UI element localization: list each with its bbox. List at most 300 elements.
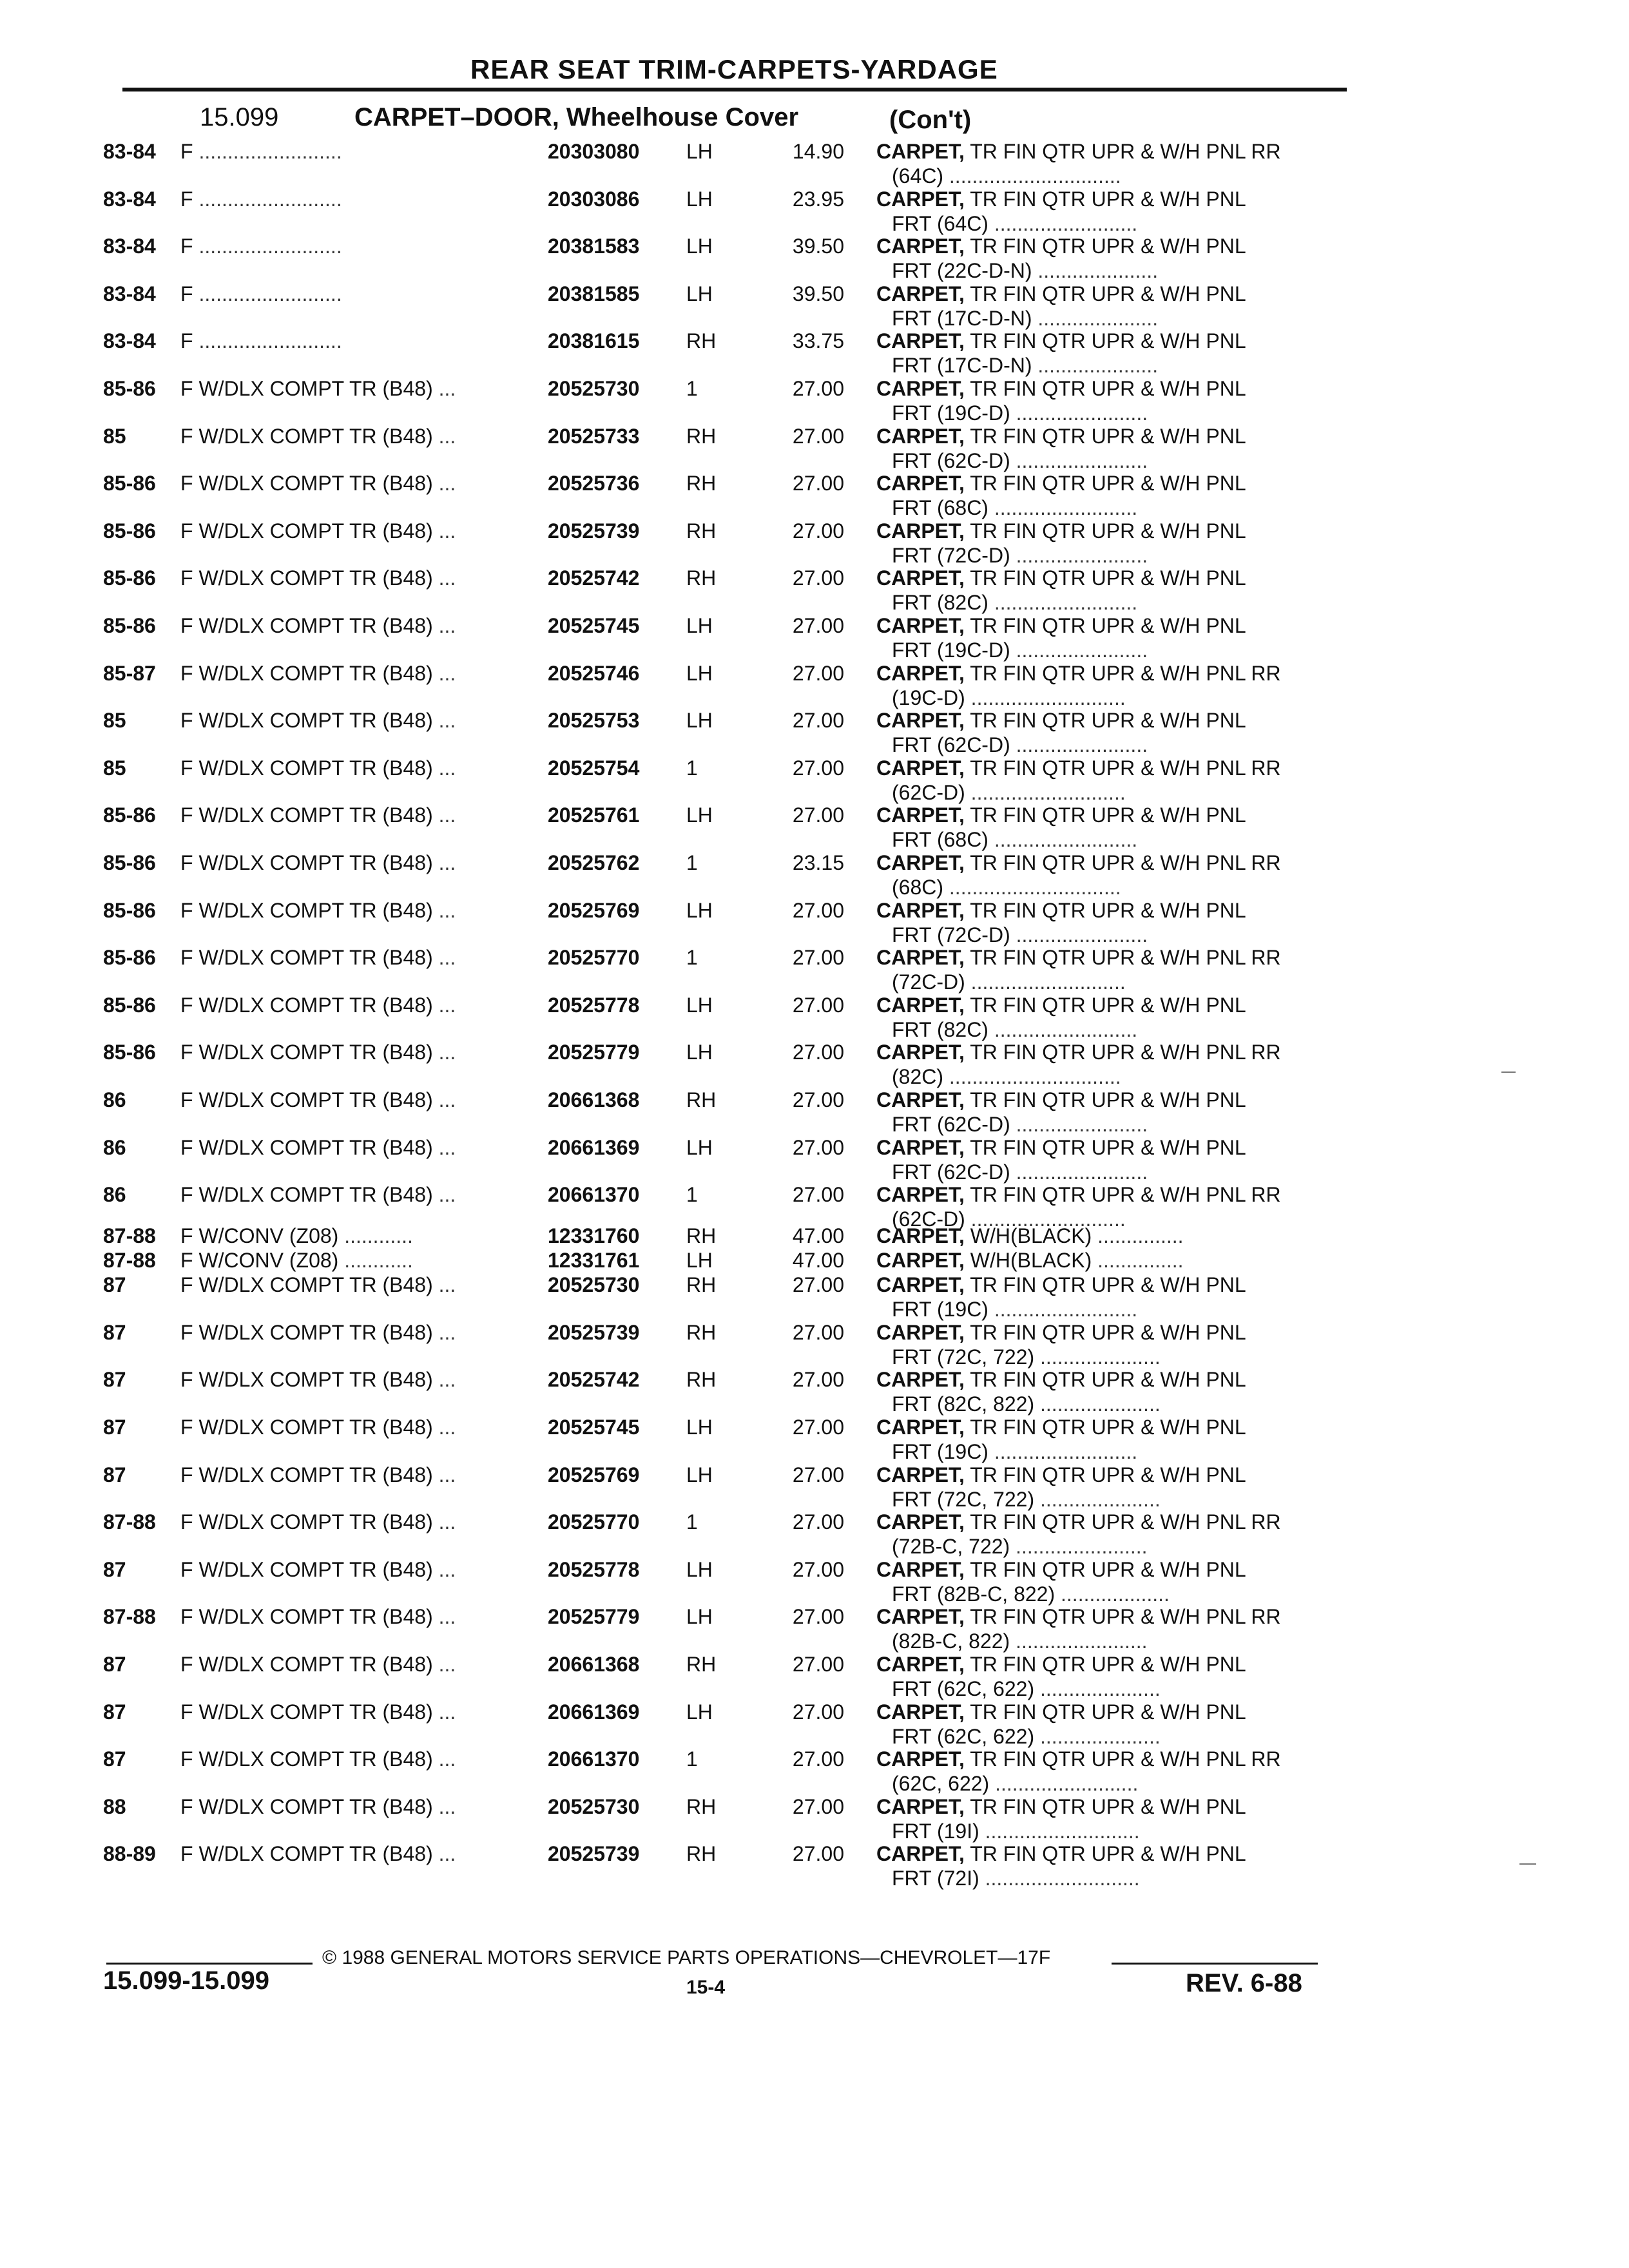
- description-detail: TR FIN QTR UPR & W/H PNL: [964, 1273, 1246, 1297]
- description-code: FRT (62C-D): [892, 448, 1010, 472]
- price: 27.00: [792, 472, 844, 495]
- table-row: [103, 1040, 1360, 1089]
- table-row: [103, 1604, 1360, 1653]
- section-name: CARPET–DOOR, Wheelhouse Cover: [354, 103, 799, 131]
- model-years: 83-84: [103, 235, 156, 258]
- application-text: F W/DLX COMPT TR (B48): [180, 377, 433, 400]
- description-line-1: [876, 1557, 1340, 1582]
- price: 27.00: [792, 1135, 844, 1159]
- application-text: F W/DLX COMPT TR (B48): [180, 661, 433, 685]
- description-keyword: CARPET,: [876, 566, 965, 590]
- application: [180, 329, 483, 353]
- price: 27.00: [792, 898, 844, 922]
- leader-dots: ...: [438, 1747, 456, 1771]
- price: 27.00: [792, 614, 844, 637]
- description-line-1: [876, 1415, 1340, 1439]
- leader-dots: ...: [438, 566, 456, 590]
- application: [180, 1700, 483, 1724]
- description-keyword: CARPET,: [876, 1700, 965, 1724]
- model-years: 87: [103, 1463, 126, 1486]
- leader-dots: ...: [438, 661, 456, 685]
- application-text: F W/DLX COMPT TR (B48): [180, 803, 433, 827]
- description-keyword: CARPET,: [876, 1368, 965, 1392]
- description-keyword: CARPET,: [876, 946, 965, 970]
- description: [876, 187, 1340, 236]
- description-line-2: [876, 1724, 1340, 1749]
- table-row: [103, 756, 1360, 804]
- part-number: 20525730: [548, 1273, 640, 1297]
- leader-dots: ...: [438, 851, 456, 874]
- description-keyword: CARPET,: [876, 187, 965, 211]
- leader-dots: .........................: [994, 496, 1138, 520]
- table-row: [103, 234, 1360, 283]
- description: [876, 1320, 1340, 1369]
- application: [180, 566, 483, 590]
- side-code: LH: [686, 1416, 713, 1439]
- model-years: 87: [103, 1273, 126, 1297]
- leader-dots: ...: [438, 1088, 456, 1111]
- price: 27.00: [792, 519, 844, 543]
- description-code: FRT (82B-C, 822): [892, 1582, 1055, 1606]
- application: [180, 424, 483, 448]
- description-keyword: CARPET,: [876, 1557, 965, 1581]
- copyright-line: © 1988 GENERAL MOTORS SERVICE PARTS OPERATIONS—CHEVROLET—17F: [322, 1947, 1051, 1968]
- price: 27.00: [792, 1794, 844, 1818]
- application-text: F W/DLX COMPT TR (B48): [180, 851, 433, 874]
- application: [180, 376, 483, 401]
- description-line-2: [876, 306, 1340, 331]
- table-row: [103, 945, 1360, 994]
- side-code: LH: [686, 140, 713, 163]
- description-line-1: [876, 282, 1340, 306]
- table-row: [103, 1415, 1360, 1463]
- application-text: F W/DLX COMPT TR (B48): [180, 1320, 433, 1344]
- description: [876, 234, 1340, 283]
- description-line-2: [876, 1629, 1340, 1653]
- description-detail: TR FIN QTR UPR & W/H PNL: [964, 1653, 1246, 1676]
- model-years: 85-86: [103, 898, 156, 922]
- description-code: FRT (19C-D): [892, 401, 1010, 425]
- side-code: LH: [686, 1557, 713, 1581]
- description: [876, 471, 1340, 520]
- description-detail: TR FIN QTR UPR & W/H PNL RR: [964, 661, 1281, 685]
- side-code: RH: [686, 1794, 717, 1818]
- application: [180, 1652, 483, 1677]
- side-code: RH: [686, 424, 717, 448]
- table-row: [103, 1320, 1360, 1369]
- description-line-2: [876, 1345, 1340, 1369]
- application: [180, 756, 483, 780]
- application: [180, 1415, 483, 1439]
- description-line-2: [876, 1771, 1340, 1796]
- price: 39.50: [792, 282, 844, 305]
- description-code: FRT (72C-D): [892, 923, 1010, 947]
- section-continued: (Con't): [889, 106, 972, 134]
- leader-dots: .........................: [994, 211, 1138, 235]
- description-keyword: CARPET,: [876, 709, 965, 733]
- description-line-2: [876, 211, 1340, 236]
- price: 27.00: [792, 377, 844, 400]
- description-detail: TR FIN QTR UPR & W/H PNL: [964, 187, 1246, 211]
- table-row: [103, 1841, 1360, 1890]
- description: [876, 1604, 1340, 1653]
- description: [876, 993, 1340, 1042]
- description-keyword: CARPET,: [876, 1320, 965, 1344]
- leader-dots: ...: [438, 424, 456, 448]
- description-code: (19C-D): [892, 686, 965, 709]
- description: [876, 850, 1340, 899]
- description-line-2: [876, 1819, 1340, 1843]
- model-years: 87: [103, 1368, 126, 1392]
- description-line-1: [876, 1248, 1340, 1273]
- section-number: 15.099: [200, 103, 279, 131]
- description-code: FRT (19C-D): [892, 639, 1010, 662]
- description-keyword: CARPET,: [876, 1510, 965, 1534]
- table-row: [103, 661, 1360, 709]
- side-code: LH: [686, 1605, 713, 1629]
- application-text: F: [180, 140, 193, 163]
- description-line-2: [876, 590, 1340, 615]
- application: [180, 282, 483, 306]
- part-number: 20381585: [548, 282, 640, 305]
- description-line-2: [876, 733, 1340, 757]
- description-detail: TR FIN QTR UPR & W/H PNL: [964, 566, 1246, 590]
- description-line-1: [876, 898, 1340, 923]
- description-line-2: [876, 1866, 1340, 1890]
- part-number: 20661369: [548, 1135, 640, 1159]
- leader-dots: ...: [438, 993, 456, 1017]
- price: 27.00: [792, 661, 844, 685]
- leader-dots: ...........................: [970, 780, 1126, 804]
- leader-dots: .....................: [1040, 1677, 1161, 1700]
- description-keyword: CARPET,: [876, 993, 965, 1017]
- leader-dots: .......................: [1016, 1535, 1148, 1559]
- leader-dots: ...........................: [970, 1207, 1126, 1231]
- part-number: 20525762: [548, 851, 640, 874]
- description-code: FRT (64C): [892, 211, 988, 235]
- description: [876, 1747, 1340, 1796]
- description-detail: TR FIN QTR UPR & W/H PNL: [964, 1794, 1246, 1818]
- description-code: FRT (72I): [892, 1867, 979, 1890]
- description-detail: TR FIN QTR UPR & W/H PNL RR: [964, 1041, 1281, 1064]
- description-keyword: CARPET,: [876, 519, 965, 543]
- leader-dots: .......................: [1016, 1160, 1148, 1184]
- description-keyword: CARPET,: [876, 1273, 965, 1297]
- application: [180, 1604, 483, 1629]
- part-number: 20525742: [548, 566, 640, 590]
- description-line-1: [876, 613, 1340, 638]
- part-number: 20525742: [548, 1368, 640, 1392]
- leader-dots: ...: [438, 1557, 456, 1581]
- side-code: LH: [686, 1249, 713, 1273]
- description-code: FRT (62C-D): [892, 733, 1010, 757]
- leader-dots: .........................: [198, 235, 342, 258]
- description: [876, 282, 1340, 331]
- leader-dots: ...: [438, 898, 456, 922]
- leader-dots: ...: [438, 1700, 456, 1724]
- table-row: [103, 1700, 1360, 1748]
- leader-dots: ...: [438, 1183, 456, 1207]
- leader-dots: ...: [438, 1320, 456, 1344]
- description-line-2: [876, 780, 1340, 805]
- description-detail: TR FIN QTR UPR & W/H PNL: [964, 1320, 1246, 1344]
- application: [180, 1135, 483, 1160]
- description: [876, 1367, 1340, 1416]
- description-keyword: CARPET,: [876, 1653, 965, 1676]
- application: [180, 1841, 483, 1866]
- description-code: FRT (68C): [892, 496, 988, 520]
- description: [876, 1040, 1340, 1089]
- model-years: 85-87: [103, 661, 156, 685]
- description: [876, 1273, 1340, 1321]
- description-line-1: [876, 1320, 1340, 1345]
- side-code: RH: [686, 329, 717, 353]
- leader-dots: .......................: [1016, 733, 1148, 757]
- description-code: (68C): [892, 876, 944, 899]
- page-title: REAR SEAT TRIM-CARPETS-YARDAGE: [470, 54, 998, 84]
- description-line-1: [876, 1367, 1340, 1392]
- model-years: 83-84: [103, 329, 156, 353]
- description-line-2: [876, 495, 1340, 520]
- part-number: 20303086: [548, 187, 640, 211]
- description-detail: TR FIN QTR UPR & W/H PNL: [964, 898, 1246, 922]
- application: [180, 850, 483, 875]
- application-text: F W/DLX COMPT TR (B48): [180, 756, 433, 780]
- description-line-1: [876, 993, 1340, 1017]
- description: [876, 1510, 1340, 1559]
- margin-mark: [1519, 1863, 1536, 1865]
- leader-dots: .......................: [1016, 923, 1148, 947]
- leader-dots: .......................: [1016, 543, 1148, 567]
- description-line-1: [876, 1088, 1340, 1112]
- description-code: FRT (72C-D): [892, 543, 1010, 567]
- application-text: F W/DLX COMPT TR (B48): [180, 1463, 433, 1486]
- side-code: LH: [686, 614, 713, 637]
- description-line-1: [876, 1747, 1340, 1771]
- description-keyword: CARPET,: [876, 1224, 965, 1248]
- application-text: F W/DLX COMPT TR (B48): [180, 709, 433, 733]
- description-detail: TR FIN QTR UPR & W/H PNL: [964, 709, 1246, 733]
- description-code: FRT (82C, 822): [892, 1392, 1035, 1416]
- description-line-2: [876, 448, 1340, 473]
- price: 33.75: [792, 329, 844, 353]
- footer-rule-left: [106, 1963, 313, 1965]
- price: 27.00: [792, 1557, 844, 1581]
- price: 27.00: [792, 1842, 844, 1866]
- leader-dots: ...: [438, 946, 456, 970]
- price: 27.00: [792, 1653, 844, 1676]
- part-number: 12331761: [548, 1249, 640, 1273]
- description-code: (72B-C, 722): [892, 1535, 1010, 1559]
- description-line-1: [876, 424, 1340, 448]
- description-line-2: [876, 875, 1340, 899]
- leader-dots: .....................: [1037, 259, 1159, 283]
- leader-dots: .....................: [1040, 1392, 1161, 1416]
- table-row: [103, 566, 1360, 615]
- application-text: F W/DLX COMPT TR (B48): [180, 1273, 433, 1297]
- leader-dots: .....................: [1037, 306, 1159, 330]
- description-line-1: [876, 376, 1340, 401]
- description-line-1: [876, 566, 1340, 590]
- description-line-2: [876, 401, 1340, 425]
- leader-dots: ...........................: [985, 1819, 1140, 1843]
- side-code: RH: [686, 1088, 717, 1111]
- description-keyword: CARPET,: [876, 803, 965, 827]
- description-detail: TR FIN QTR UPR & W/H PNL: [964, 424, 1246, 448]
- description: [876, 1135, 1340, 1184]
- description-line-2: [876, 638, 1340, 662]
- price: 47.00: [792, 1224, 844, 1248]
- description-line-1: [876, 661, 1340, 686]
- part-number: 20525746: [548, 661, 640, 685]
- description-code: FRT (62C, 622): [892, 1724, 1035, 1748]
- part-number: 20525745: [548, 614, 640, 637]
- leader-dots: ...........................: [970, 686, 1126, 709]
- description-code: FRT (19I): [892, 1819, 979, 1843]
- application-text: F W/DLX COMPT TR (B48): [180, 1747, 433, 1771]
- description-keyword: CARPET,: [876, 1794, 965, 1818]
- description-detail: TR FIN QTR UPR & W/H PNL: [964, 1700, 1246, 1724]
- description-line-2: [876, 1297, 1340, 1321]
- part-number: 20661370: [548, 1747, 640, 1771]
- leader-dots: ...: [438, 1605, 456, 1629]
- part-number: 20381583: [548, 235, 640, 258]
- side-code: RH: [686, 1368, 717, 1392]
- application-text: F W/DLX COMPT TR (B48): [180, 614, 433, 637]
- description-detail: TR FIN QTR UPR & W/H PNL: [964, 1557, 1246, 1581]
- revision-label: REV. 6-88: [1186, 1969, 1302, 1997]
- application-text: F W/DLX COMPT TR (B48): [180, 1183, 433, 1207]
- description-line-1: [876, 139, 1340, 164]
- application: [180, 661, 483, 686]
- side-code: LH: [686, 993, 713, 1017]
- price: 27.00: [792, 1463, 844, 1486]
- application: [180, 1320, 483, 1345]
- price: 27.00: [792, 1041, 844, 1064]
- table-row: [103, 1367, 1360, 1416]
- side-code: 1: [686, 1747, 698, 1771]
- description-line-1: [876, 1463, 1340, 1487]
- footer-rule-right: [1112, 1963, 1318, 1965]
- model-years: 87: [103, 1557, 126, 1581]
- description-keyword: CARPET,: [876, 140, 965, 163]
- leader-dots: .........................: [994, 1298, 1138, 1321]
- model-years: 86: [103, 1183, 126, 1207]
- price: 23.15: [792, 851, 844, 874]
- model-years: 83-84: [103, 187, 156, 211]
- part-number: 20525754: [548, 756, 640, 780]
- leader-dots: .........................: [198, 140, 342, 163]
- description-line-2: [876, 827, 1340, 852]
- description-keyword: CARPET,: [876, 1416, 965, 1439]
- side-code: 1: [686, 377, 698, 400]
- description-line-1: [876, 1510, 1340, 1534]
- description-code: FRT (62C, 622): [892, 1677, 1035, 1700]
- application-text: F W/DLX COMPT TR (B48): [180, 1135, 433, 1159]
- description: [876, 756, 1340, 805]
- leader-dots: ...: [438, 1510, 456, 1534]
- leader-dots: ...........................: [970, 970, 1126, 994]
- table-row: [103, 329, 1360, 378]
- reference-range: 15.099-15.099: [103, 1966, 270, 1995]
- side-code: LH: [686, 1463, 713, 1486]
- table-row: [103, 1747, 1360, 1796]
- description-code: (62C-D): [892, 780, 965, 804]
- model-years: 87-88: [103, 1605, 156, 1629]
- description-line-2: [876, 1064, 1340, 1089]
- description-line-1: [876, 471, 1340, 495]
- part-number: 20525778: [548, 993, 640, 1017]
- application-text: F W/CONV (Z08): [180, 1249, 339, 1273]
- side-code: RH: [686, 1653, 717, 1676]
- application: [180, 1248, 483, 1273]
- description-detail: W/H(BLACK): [964, 1249, 1092, 1273]
- description-detail: TR FIN QTR UPR & W/H PNL: [964, 1088, 1246, 1111]
- table-row: [103, 1273, 1360, 1321]
- description-line-1: [876, 708, 1340, 733]
- application-text: F W/DLX COMPT TR (B48): [180, 898, 433, 922]
- application: [180, 898, 483, 923]
- leader-dots: ...: [438, 709, 456, 733]
- application: [180, 1367, 483, 1392]
- leader-dots: .........................: [994, 1017, 1138, 1041]
- description-code: (62C, 622): [892, 1772, 990, 1796]
- leader-dots: .........................: [995, 1772, 1139, 1796]
- description-detail: TR FIN QTR UPR & W/H PNL: [964, 1416, 1246, 1439]
- description-line-2: [876, 923, 1340, 947]
- model-years: 87: [103, 1653, 126, 1676]
- description-keyword: CARPET,: [876, 1183, 965, 1207]
- price: 27.00: [792, 424, 844, 448]
- model-years: 85-86: [103, 993, 156, 1017]
- description: [876, 1463, 1340, 1512]
- side-code: 1: [686, 851, 698, 874]
- application-text: F W/DLX COMPT TR (B48): [180, 1510, 433, 1534]
- description: [876, 661, 1340, 710]
- part-number: 20525761: [548, 803, 640, 827]
- leader-dots: .......................: [1016, 448, 1148, 472]
- description-detail: TR FIN QTR UPR & W/H PNL: [964, 282, 1246, 305]
- part-number: 20525779: [548, 1041, 640, 1064]
- model-years: 87: [103, 1416, 126, 1439]
- description-keyword: CARPET,: [876, 614, 965, 637]
- application-text: F W/DLX COMPT TR (B48): [180, 1041, 433, 1064]
- model-years: 85: [103, 709, 126, 733]
- description-detail: TR FIN QTR UPR & W/H PNL: [964, 1135, 1246, 1159]
- application: [180, 1273, 483, 1297]
- model-years: 87-88: [103, 1249, 156, 1273]
- part-number: 20525745: [548, 1416, 640, 1439]
- description-code: FRT (19C): [892, 1298, 988, 1321]
- price: 27.00: [792, 1273, 844, 1297]
- leader-dots: ...: [438, 1041, 456, 1064]
- leader-dots: ...: [438, 519, 456, 543]
- application-text: F W/DLX COMPT TR (B48): [180, 1700, 433, 1724]
- application: [180, 1557, 483, 1582]
- description-code: FRT (62C-D): [892, 1160, 1010, 1184]
- description-code: FRT (68C): [892, 828, 988, 852]
- price: 27.00: [792, 1183, 844, 1207]
- table-row: [103, 282, 1360, 330]
- leader-dots: .........................: [198, 187, 342, 211]
- model-years: 86: [103, 1135, 126, 1159]
- description: [876, 898, 1340, 947]
- description-keyword: CARPET,: [876, 851, 965, 874]
- table-row: [103, 1794, 1360, 1843]
- model-years: 85-86: [103, 519, 156, 543]
- application-text: F W/DLX COMPT TR (B48): [180, 1557, 433, 1581]
- part-number: 20525730: [548, 377, 640, 400]
